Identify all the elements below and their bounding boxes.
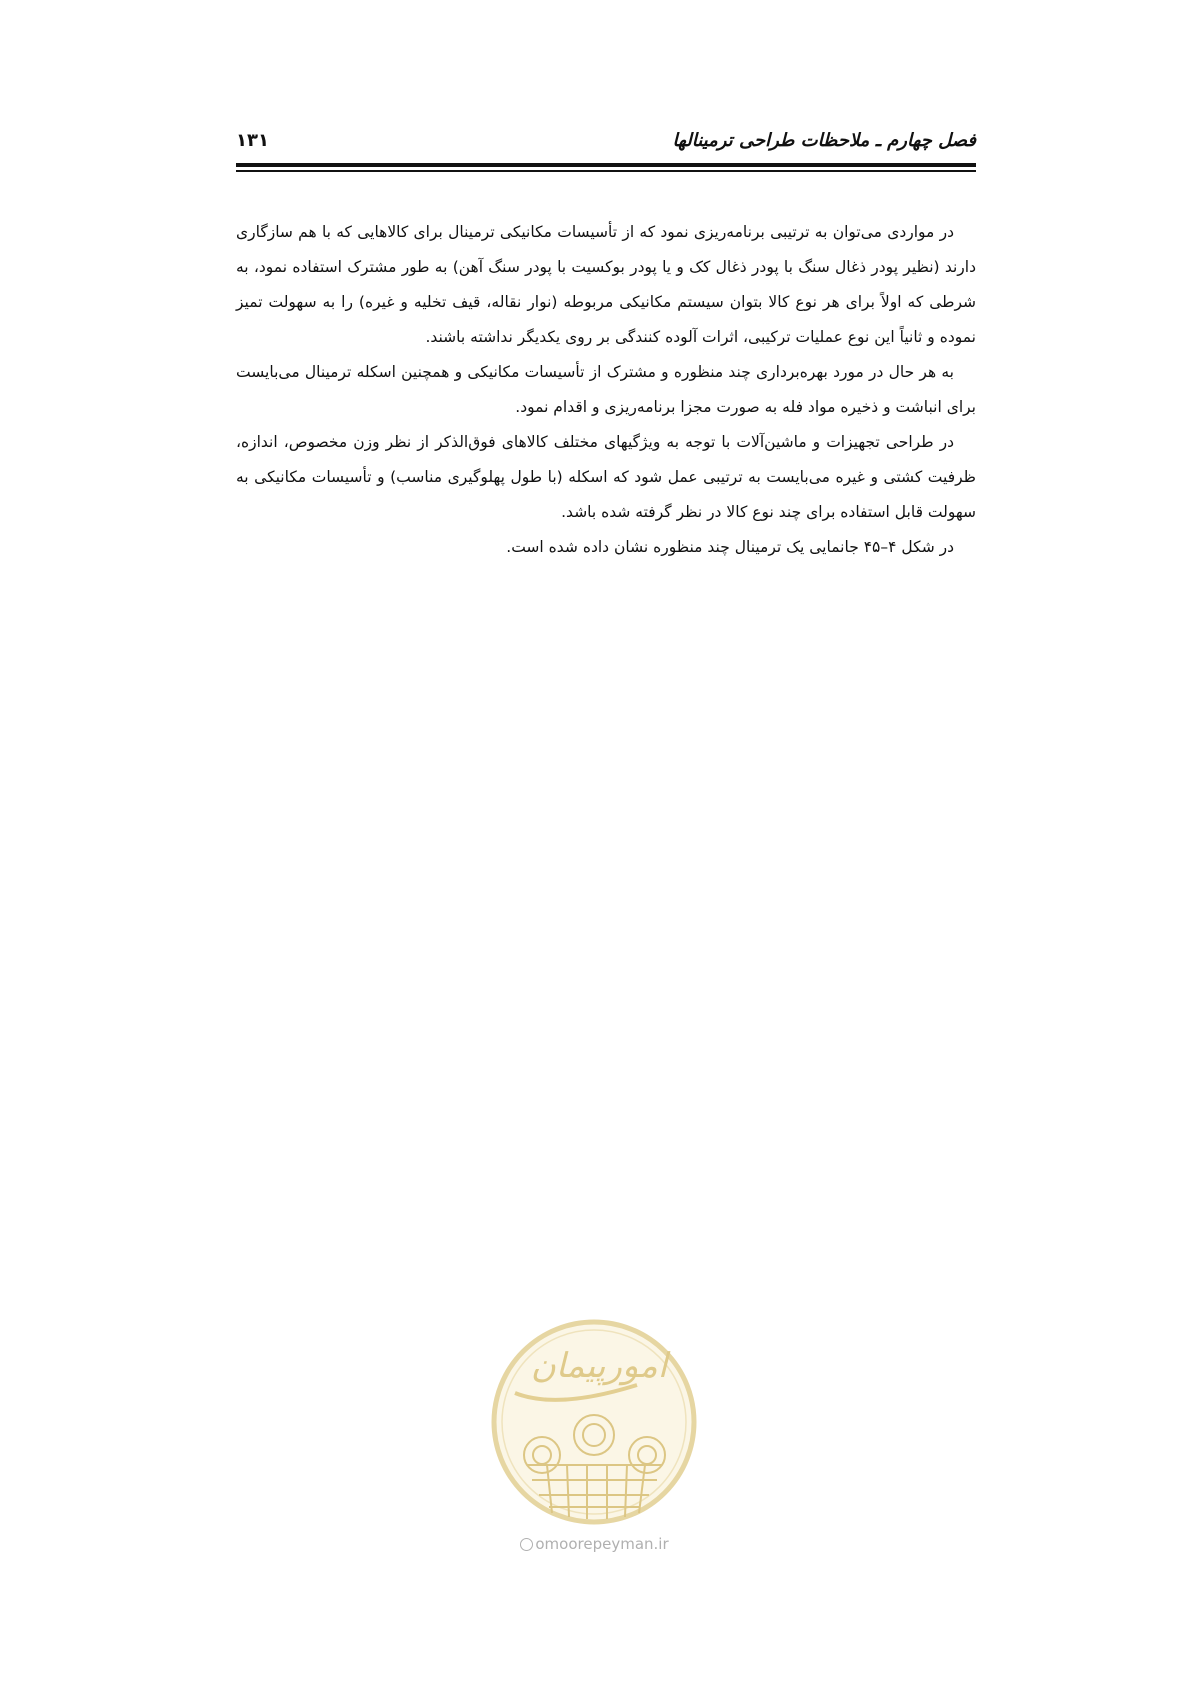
header-rule-thin bbox=[236, 170, 976, 172]
watermark-seal bbox=[487, 1315, 702, 1530]
chapter-title: فصل چهارم ـ ملاحظات طراحی ترمینالها bbox=[672, 130, 976, 151]
body-text bbox=[236, 215, 976, 565]
paragraph: در شکل ۴–۴۵ جانمایی یک ترمینال چند منظوره نشان داده شده است. bbox=[506, 538, 954, 556]
page-number: ۱۳۱ bbox=[236, 130, 269, 151]
paragraph: در مواردی می‌توان به ترتیبی برنامه‌ریزی نمود که از تأسیسات مکانیکی ترمینال برای کالاهایی که با هم سازگاری دارند (نظیر پودر ذغال سنگ با پودر ذغال کک و یا پودر بوکسیت با پودر سنگ آهن) به طور مشترک استفاده نمود، به شرطی که اولاً برای هر نوع کالا بتوان سیستم مکانیکی مربوطه (نوار نقاله، قیف تخلیه و غیره) را به سهولت تمیز نموده و ثانیاً این نوع عملیات ترکیبی، اثرات آلوده کنندگی بر روی یکدیگر نداشته باشند. bbox=[236, 223, 976, 346]
watermark-url-text: omoorepeyman.ir bbox=[535, 1535, 669, 1553]
paragraph: در طراحی تجهیزات و ماشین‌آلات با توجه به ویژگیهای مختلف کالاهای فوق‌الذکر از نظر وزن مخصوص، اندازه، ظرفیت کشتی و غیره می‌بایست به ترتیبی عمل شود که اسکله (با طول پهلوگیری مناسب) و تأسیسات مکانیکی به سهولت قابل استفاده برای چند نوع کالا در نظر گرفته شده باشد. bbox=[236, 433, 976, 521]
globe-icon bbox=[520, 1538, 533, 1551]
header-rule-thick bbox=[236, 163, 976, 167]
watermark-url bbox=[487, 1535, 702, 1553]
page-header bbox=[236, 124, 976, 164]
seal-lettering: امورپیمان bbox=[530, 1346, 668, 1386]
paragraph: به هر حال در مورد بهره‌برداری چند منظوره و مشترک از تأسیسات مکانیکی و همچنین اسکله ترمینال می‌بایست برای انباشت و ذخیره مواد فله به صورت مجزا برنامه‌ریزی و اقدام نمود. bbox=[236, 363, 976, 416]
